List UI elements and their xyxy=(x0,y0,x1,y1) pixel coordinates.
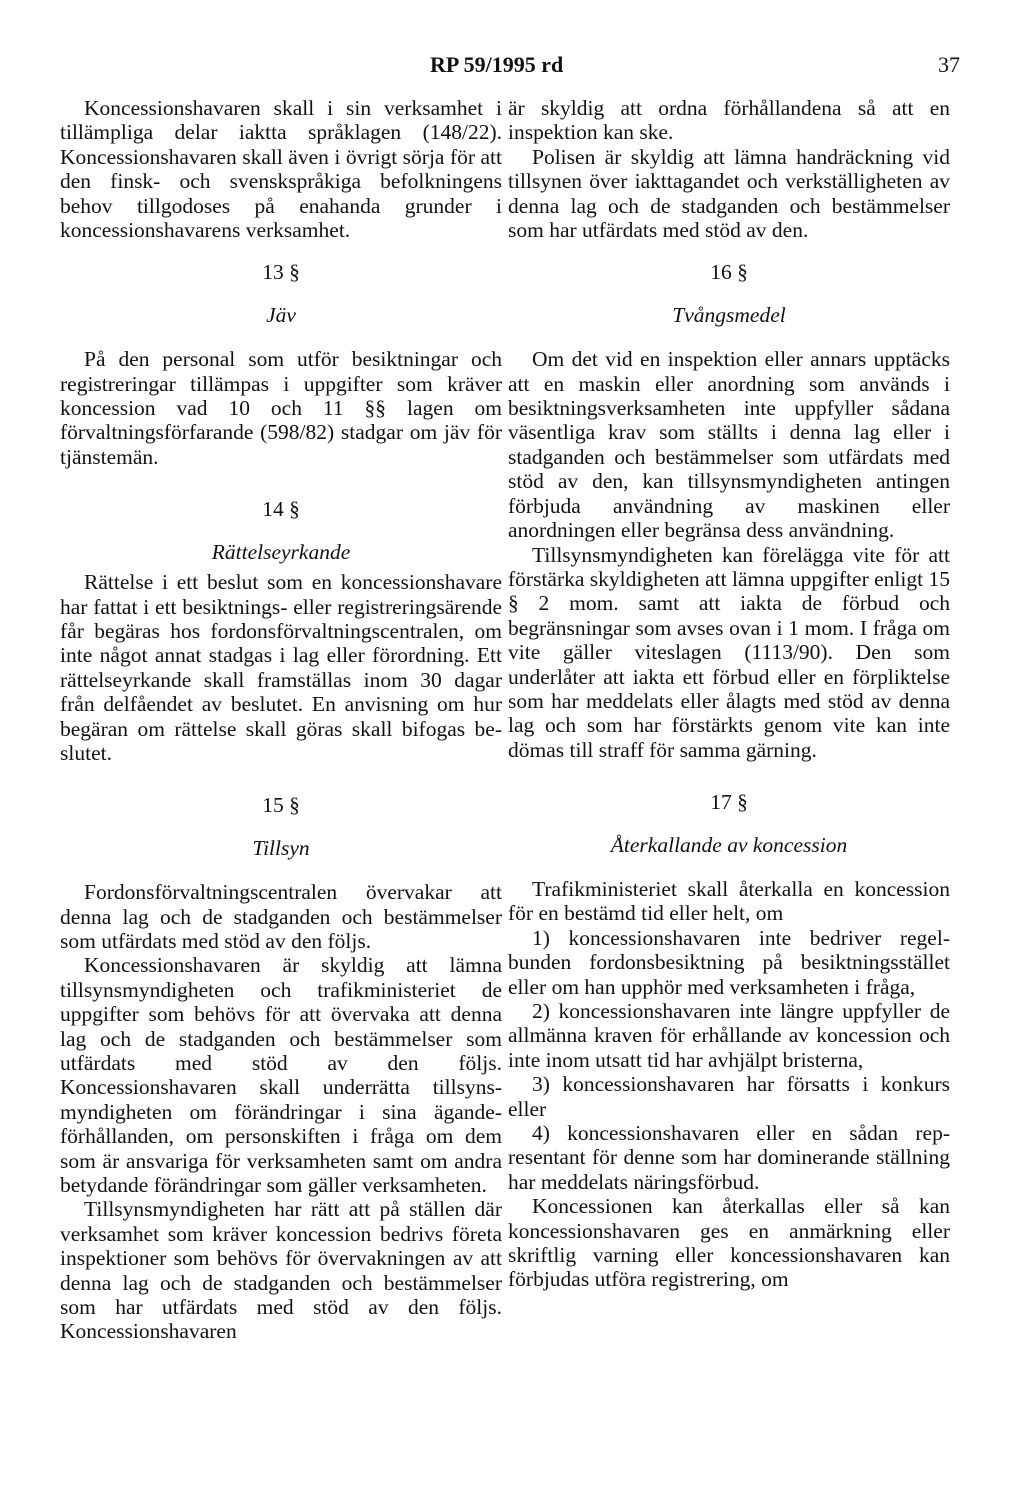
paragraph: Tillsynsmyndigheten har rätt att på ställen där verksamhet som kräver koncession bedrivs företa inspektioner som behövs för övervakningen av att denna lag och de stadganden och bestämmelser som har utfärdats med stöd av den följs. Koncessionshavaren xyxy=(60,1197,502,1344)
section-number-14: 14 § xyxy=(262,497,300,522)
list-item: 3) koncessionshavaren har försatts i konkurs eller xyxy=(508,1072,950,1121)
right-column xyxy=(508,96,950,1292)
paragraph: Koncessionshavaren skall i sin verksamhet i tillämpliga delar iaktta språklagen (148/22). Koncessionshavaren skall även i övrigt sörja för att den finsk- och svenskspråkiga befolkningens behov tillgodoses på enahanda grunder i koncessionshavarens verksamhet. xyxy=(60,96,502,243)
paragraph: Fordonsförvaltningscentralen övervakar att denna lag och de stadganden och bestämmelser som utfärdats med stöd av den följs. xyxy=(60,880,502,953)
section-heading-17: Återkallande av koncession xyxy=(610,832,848,857)
paragraph: Tillsynsmyndigheten kan förelägga vite för att förstärka skyldigheten att lämna uppgifter enligt 15 § 2 mom. samt att iakta de förbud och begränsningar som avses ovan i 1 mom. I fråga om vite gäller viteslagen (1113/90). Den som underlåter att iakta ett förbud eller en förpliktelse som har meddelats eller ålagts med stöd av denna lag och som har förstärkts genom vite kan inte dömas till straff för samma gärning. xyxy=(508,542,950,762)
paragraph: Polisen är skyldig att lämna handräckning vid tillsynen över iakttagandet och verkställigheten av denna lag och de stadganden och bestämmelser som har utfärdats med stöd av den. xyxy=(508,144,950,243)
left-column xyxy=(60,96,502,1344)
section-heading-13: Jäv xyxy=(266,302,296,327)
section-heading-14: Rättelseyrkande xyxy=(211,539,351,564)
list-item: 2) koncessionshavaren inte längre uppfyller de allmänna kraven för erhållande av koncession och inte inom utsatt tid har avhjälpt bristerna, xyxy=(508,999,950,1072)
section-heading-15: Tillsyn xyxy=(252,835,310,860)
paragraph: Trafikministeriet skall återkalla en koncession för en bestämd tid eller helt, om xyxy=(508,876,950,926)
section-number-13: 13 § xyxy=(262,260,300,285)
paragraph: Om det vid en inspektion eller annars upptäcks att en maskin eller anordning som används i besiktningsverksamheten inte uppfyller sådana väsentliga krav som ställts i denna lag eller i stadganden och bestämmelser som utfärdats med stöd av den, kan tillsynsmyndigheten antingen förbjuda användning av maskinen eller anordningen eller begränsa dess användning. xyxy=(508,347,950,543)
section-number-15: 15 § xyxy=(262,793,300,818)
paragraph: Rättelse i ett beslut som en koncessionshavare har fattat i ett besiktnings- eller registreringsärende får begäras hos fordonsförvaltningscentralen, om inte något annat stadgas i lag eller förordning. Ett rättelseyrkande skall framställas inom 30 dagar från delfåendet av beslutet. En anvisning om hur begäran om rättelse skall göras skall bifogas beslutet. xyxy=(60,570,502,765)
document-reference: RP 59/1995 rd xyxy=(430,52,564,77)
page-header xyxy=(0,50,1024,84)
section-heading-16: Tvångsmedel xyxy=(672,302,786,327)
list-item: 1) koncessionshavaren inte bedriver regelbunden fordonsbesiktning på besiktningsstället eller om han upphör med verksamheten i fråga, xyxy=(508,925,950,999)
section-number-17: 17 § xyxy=(710,790,748,815)
paragraph: Koncessionshavaren är skyldig att lämna tillsynsmyndigheten och trafikministeriet de uppgifter som behövs för att övervaka att denna lag och de stadganden och bestämmelser som utfärdats med stöd av den följs. Koncessionshavaren skall underrätta tillsynsmyndigheten om förändringar i sina ägandeförhållanden, om personskiften i fråga om dem som är ansvariga för verksamheten samt om andra betydande förändringar som gäller verksamheten. xyxy=(60,953,502,1198)
page-number: 37 xyxy=(938,52,960,77)
list-item: 4) koncessionshavaren eller en sådan representant för denne som har dominerande ställning har meddelats näringsförbud. xyxy=(508,1121,950,1194)
paragraph: På den personal som utför besiktningar och registreringar tillämpas i uppgifter som kräver koncession vad 10 och 11 §§ lagen om förvaltningsförfarande (598/82) stadgar om jäv för tjänstemän. xyxy=(60,347,502,469)
section-number-16: 16 § xyxy=(710,260,748,285)
paragraph: är skyldig att ordna förhållandena så att en inspektion kan ske. xyxy=(508,96,950,145)
paragraph: Koncessionen kan återkallas eller så kan koncessionshavaren ges en anmärkning eller skriftlig varning eller koncessionshavaren kan förbjudas utföra registrering, om xyxy=(508,1194,950,1292)
